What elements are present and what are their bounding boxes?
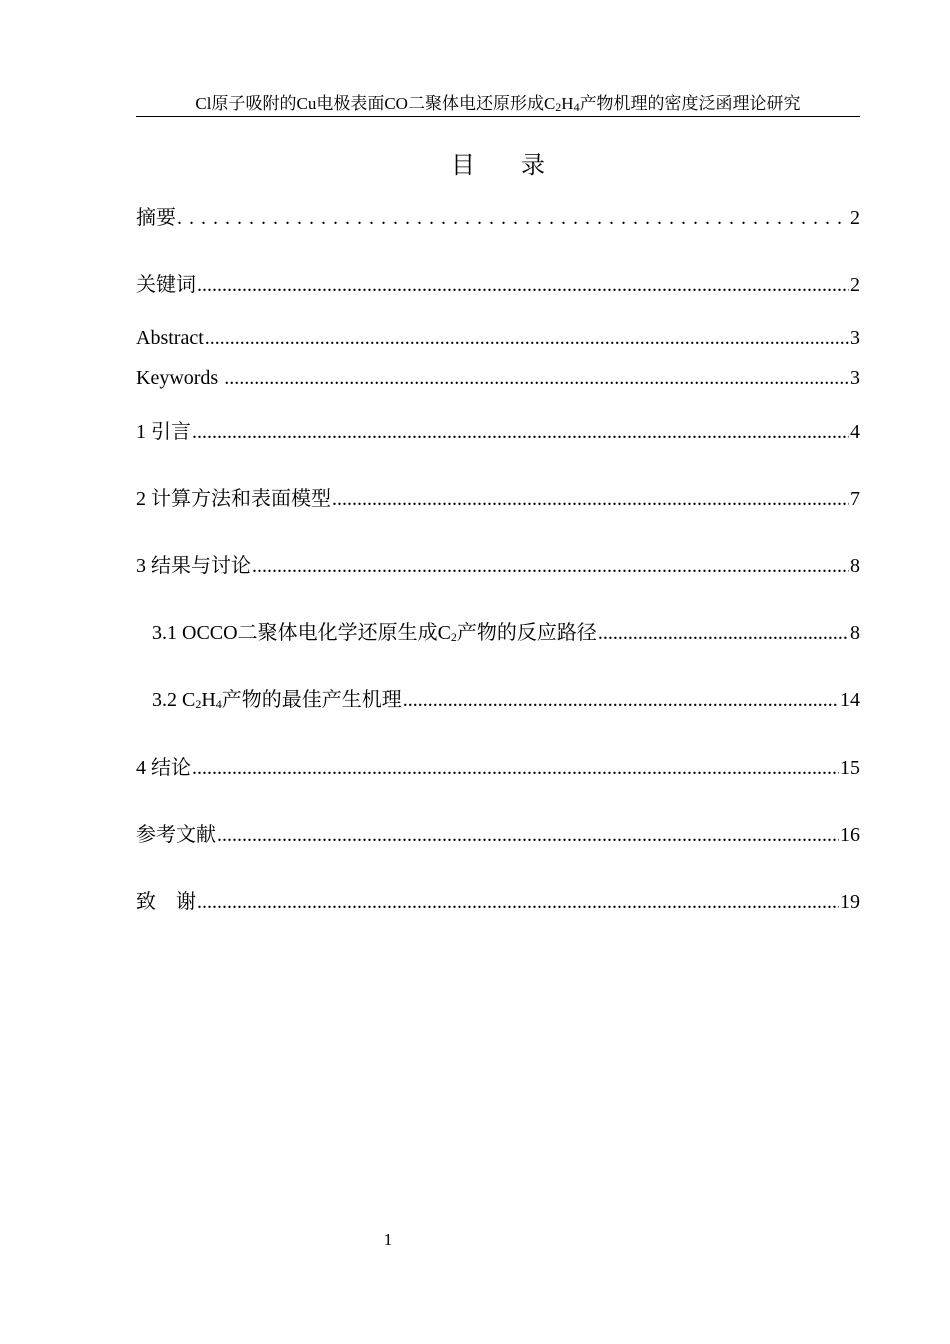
toc-leader-dots <box>224 364 849 392</box>
toc-entry-methods[interactable] <box>136 485 860 513</box>
toc-leader-dots <box>252 552 849 580</box>
running-header <box>136 93 860 115</box>
page-number: 1 <box>383 1230 393 1249</box>
toc-entry-label: 4 结论 <box>136 757 191 779</box>
toc-entry-conclusion[interactable] <box>136 754 860 782</box>
header-subscript-4: 4 <box>573 100 580 114</box>
toc-entry-page: 4 <box>850 421 860 443</box>
toc-label-part-a: 3.1 OCCO二聚体电化学还原生成C <box>152 622 451 644</box>
toc-label-part-mid: H <box>201 689 216 711</box>
toc-leader-dots <box>197 888 839 916</box>
toc-entry-label <box>152 686 402 718</box>
toc-title-char2: 录 <box>521 151 545 179</box>
toc-entry-section-3-1[interactable] <box>152 619 860 647</box>
toc-leader-dots <box>598 619 849 647</box>
header-text-part3: 产物机理的密度泛函理论研究 <box>579 94 801 113</box>
toc-entry-page: 3 <box>850 367 860 389</box>
toc-entry-page: 8 <box>850 555 860 577</box>
toc-entry-section-3-2[interactable] <box>152 686 860 714</box>
toc-leader-dots <box>205 324 849 352</box>
toc-label-subscript-2: 2 <box>195 697 202 711</box>
header-text-part2: H <box>561 94 574 113</box>
toc-entry-page: 16 <box>840 824 860 846</box>
toc-label-part-b: 产物的反应路径 <box>456 622 597 644</box>
toc-entry-page: 2 <box>850 274 860 296</box>
toc-entry-label: Abstract <box>136 327 204 349</box>
toc-leader-dots <box>177 204 849 232</box>
toc-entry-keywords-en[interactable] <box>136 364 860 392</box>
toc-entry-page: 8 <box>850 622 860 644</box>
toc-entry-keywords-cn[interactable] <box>136 271 860 299</box>
toc-entry-introduction[interactable] <box>136 418 860 446</box>
toc-entry-abstract-cn[interactable] <box>136 204 860 232</box>
toc-title-char1: 目 <box>451 151 475 179</box>
toc-entry-page: 14 <box>840 689 860 711</box>
header-subscript-2: 2 <box>555 100 562 114</box>
toc-entry-abstract-en[interactable] <box>136 324 860 352</box>
toc-label-subscript: 2 <box>450 630 457 644</box>
toc-entry-label: 关键词 <box>136 274 196 296</box>
toc-entry-results[interactable] <box>136 552 860 580</box>
toc-leader-dots <box>217 821 839 849</box>
toc-entry-label: 2 计算方法和表面模型 <box>136 488 331 510</box>
toc-entry-page: 3 <box>850 327 860 349</box>
header-text-part1: Cl原子吸附的Cu电极表面CO二聚体电还原形成C <box>195 94 556 113</box>
toc-entry-label: 摘要 <box>136 207 176 229</box>
toc-leader-dots <box>332 485 849 513</box>
toc-entry-label: 致 谢 <box>136 891 196 913</box>
toc-entry-page: 2 <box>850 207 860 229</box>
toc-entry-acknowledgements[interactable] <box>136 888 860 916</box>
toc-entry-page: 19 <box>840 891 860 913</box>
toc-entry-label: Keywords <box>136 367 224 389</box>
toc-entry-label: 3 结果与讨论 <box>136 555 251 577</box>
toc-leader-dots <box>192 754 839 782</box>
toc-label-part-b: 产物的最佳产生机理 <box>221 689 402 711</box>
toc-title <box>136 148 860 182</box>
toc-entry-page: 15 <box>840 757 860 779</box>
header-rule <box>136 116 860 117</box>
toc-leader-dots <box>192 418 849 446</box>
toc-entry-page: 7 <box>850 488 860 510</box>
toc-leader-dots <box>197 271 849 299</box>
toc-entry-label: 1 引言 <box>136 421 191 443</box>
toc-leader-dots <box>403 686 839 714</box>
toc-label-part-a: 3.2 C <box>152 689 196 711</box>
toc-entry-label: 参考文献 <box>136 824 216 846</box>
toc-label-subscript-4: 4 <box>215 697 222 711</box>
toc-entry-label <box>152 619 597 651</box>
toc-entry-references[interactable] <box>136 821 860 849</box>
